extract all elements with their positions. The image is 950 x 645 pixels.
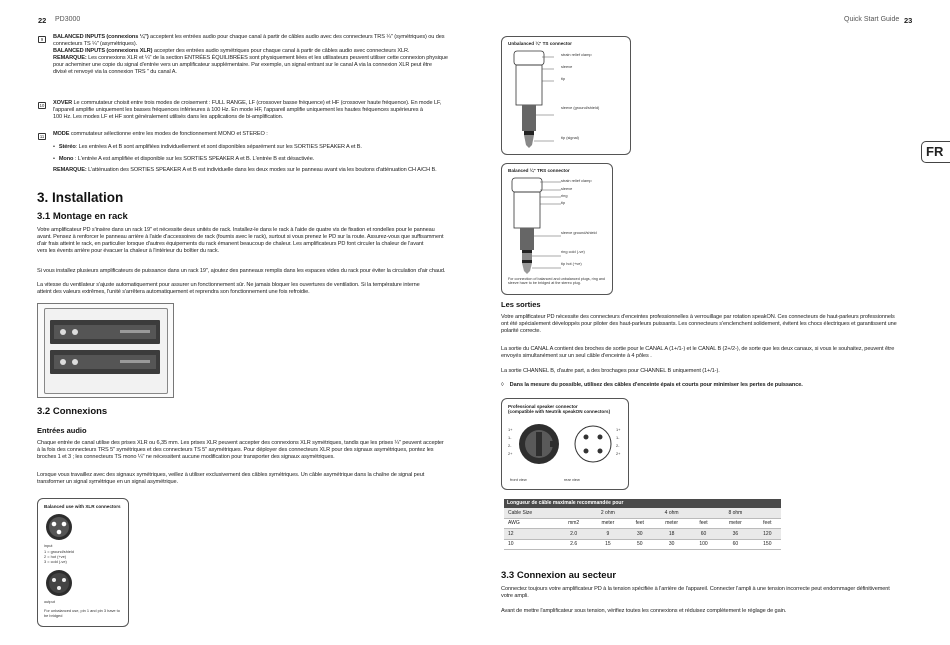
- trs-bridge-note: For connection of balanced and unbalanced plugs, ring and sleeve have to be bridged at the stereo plug.: [508, 277, 605, 286]
- trs-box-title: Balanced ¼" TRS connector: [508, 168, 570, 173]
- table-cell: 30: [626, 529, 653, 540]
- xlr-connector-diagram: [37, 498, 129, 627]
- subsection-title-connections: 3.2 Connexions: [37, 406, 108, 417]
- xlr-pin-2: 2 = hot (+ve): [44, 554, 67, 559]
- table-cell: mm2: [558, 518, 590, 529]
- rack-text-line: atteint des valeurs extrêmes, l'unité s'arrêtera automatiquement et reprendra son fonctionnement une fois refroidie.: [37, 289, 310, 296]
- table-cell: meter: [653, 518, 690, 529]
- speakon-pin-right-1m: 1-: [616, 435, 620, 440]
- table-cell: meter: [590, 518, 627, 529]
- outputs-paragraph-2: [501, 346, 916, 360]
- control-text-line: BALANCED INPUTS (connexions ¼") acceptent les entrées audio pour chaque canal à partir de câbles audio avec des connecteurs TRS ¼" (symétriques) ou des: [53, 34, 445, 40]
- trs-label-strain-relief: strain relief clamp: [561, 178, 592, 183]
- table-cell: feet: [690, 518, 717, 529]
- outputs-text-line: La sortie du CANAL A contient des broches de sortie pour le CANAL A (1+/1-) et le CANAL B (2+/2-), de sorte que les deux canaux, si vous le souhaitez, peuvent être: [501, 346, 895, 352]
- audio-text-line: broches 1 et 3 ; les connecteurs TS mono ¼" ne nécessitent aucune modification pour transporter des signaux asymétriques.: [37, 454, 335, 461]
- table-cell: 2 ohm: [590, 508, 627, 518]
- audio-text-line: à la fois des connecteurs TRS 5" symétriques et des connecteurs TS 5" asymétriques. Pour déployer des connecteurs XLR pour des signaux asymétriques, pontez les: [37, 447, 434, 454]
- table-cell: 2.0: [558, 529, 590, 540]
- left-page-number: 22: [38, 16, 47, 25]
- audio-text-line: transformer un signal symétrique en un signal asymétrique.: [37, 479, 178, 486]
- section-title-installation: 3. Installation: [37, 190, 124, 205]
- table-cell: 36: [717, 529, 754, 540]
- power-paragraph-1: [501, 586, 916, 600]
- table-column-row: [504, 518, 781, 529]
- speakon-pin-right-2p: 2+: [616, 451, 621, 456]
- xlr-input-label: input: [44, 543, 53, 548]
- xlr-output-label: output: [44, 599, 55, 604]
- control-text-line: pour acheminer une copie du signal d'entrée vers un amplificateur supplémentaire. Par exemple, un signal entrant sur le canal A via la connexion XLR peut être: [53, 62, 432, 69]
- control-text-line: connecteurs TS ¼" (asymétriques).: [53, 41, 138, 48]
- ts-plug-icon: [510, 49, 555, 151]
- heading-audio-inputs: Entrées audio: [37, 426, 87, 435]
- table-cell: feet: [754, 518, 781, 529]
- speakon-pin-right-2m: 2-: [616, 443, 620, 448]
- ts-label-tip: tip: [561, 76, 566, 81]
- control-9-text: [53, 34, 453, 77]
- power-paragraph-2: [501, 608, 916, 615]
- xlr-box-title: Balanced use with XLR connectors: [44, 504, 121, 509]
- table-cell: AWG: [504, 518, 558, 529]
- power-text-line: Avant de mettre l'amplificateur sous tension, vérifiez toutes les connexions et réduisez complètement le réglage de gain.: [501, 608, 787, 614]
- trs-label-sleeve: sleeve: [561, 186, 573, 191]
- table-cell: [558, 508, 590, 518]
- table-header-row: [504, 508, 781, 518]
- ts-label-sleeve-ground: sleeve (ground/shield): [561, 105, 600, 110]
- outputs-paragraph-3: [501, 368, 916, 375]
- mode-bullet-stereo: • Stéréo: Les entrées A et B sont amplifiées individuellement et sont disponibles séparément sur les SORTIES SPEAKER A et B.: [53, 144, 362, 150]
- table-cell: [626, 508, 653, 518]
- power-text-line: votre ampli.: [501, 593, 529, 600]
- rack-paragraph-3: [37, 282, 457, 296]
- rack-paragraph-2: [37, 268, 457, 275]
- control-text-line: XOVER Le commutateur choisit entre trois modes de croisement : FULL RANGE, LF (crossover basse fréquence) et HF (crossover haute fréquence). En mode LF,: [53, 100, 442, 106]
- outputs-text-line: polarité correcte.: [501, 328, 541, 335]
- table-cell: 2.6: [558, 539, 590, 550]
- speakon-rear-label: rear view: [564, 477, 580, 482]
- control-text-line: MODE commutateur sélectionne entre les modes de fonctionnement MONO et STEREO :: [53, 131, 268, 137]
- left-model-name: PD3000: [55, 16, 81, 23]
- table-cell: [690, 508, 717, 518]
- outputs-text-line: envoyés simultanément sur un seul câble d'enceinte à 4 pôles .: [501, 353, 652, 360]
- ts-label-tip-signal: tip (signal): [561, 135, 579, 140]
- table-cell: [754, 508, 781, 518]
- table-cell: 60: [717, 539, 754, 550]
- heading-outputs: Les sorties: [501, 300, 541, 309]
- speakon-front-view-icon: [516, 421, 562, 467]
- outputs-paragraph-1: [501, 314, 916, 335]
- right-page-number: 23: [904, 16, 913, 25]
- xlr-output-plug-icon: [44, 568, 74, 603]
- table-cell: 9: [590, 529, 627, 540]
- cable-length-table: [504, 499, 781, 550]
- speakon-title-line1: Professional speaker connector: [508, 404, 578, 409]
- rack-paragraph-1: [37, 227, 457, 255]
- rack-text-line: d'air frais atteint le rack, en particulier lorsque d'autres équipements du rack émanent beaucoup de chaleur. Les amplificateurs PD font circuler la chaleur de l'avant: [37, 241, 424, 248]
- rack-text-line: Votre amplificateur PD s'insère dans un rack 19" et nécessite deux unités de rack. Installez-le dans le rack à l'aide de quatre vis de fixation et rondelles pour le panneau: [37, 227, 435, 233]
- power-text-line: Connectez toujours votre amplificateur PD à la tension spécifiée à l'arrière de l'appareil. Connecter l'ampli à une tension incorrecte peut endommager définitivement: [501, 586, 890, 592]
- xlr-pin-1: 1 = ground/shield: [44, 549, 74, 554]
- table-cell: Cable Size: [504, 508, 558, 518]
- control-badge-10: 10: [39, 103, 45, 108]
- table-cell: 18: [653, 529, 690, 540]
- table-cell: 150: [754, 539, 781, 550]
- outputs-text-line: La sortie CHANNEL B, d'autre part, a des brochages pour CHANNEL B uniquement (1+/1-).: [501, 368, 720, 374]
- ts-connector-diagram: [501, 36, 631, 155]
- speakon-pin-left-1m: 1-: [508, 435, 512, 440]
- control-text-line: 100 Hz. Les modes LF et HF sont généralement utilisés dans les applications de bi-amplification.: [53, 114, 284, 121]
- table-cell: 120: [754, 529, 781, 540]
- control-text-line: REMARQUE: Les connexions XLR et ¼" de la section ENTRÉES ÉQUILIBRÉES sont physiquement liées et les utilisateurs peuvent utiliser cette connexion physique: [53, 55, 448, 62]
- outputs-text-line: Votre amplificateur PD nécessite des connecteurs d'enceintes professionnelles à verrouillage par rotation speakON. Ces connecteurs de haut-parleurs professionnels: [501, 314, 895, 320]
- table-cell: 12: [504, 529, 558, 540]
- speakon-rear-view-icon: [570, 421, 616, 467]
- trs-label-ring-cold: ring cold (-ve): [561, 249, 585, 254]
- speakon-connector-diagram: [501, 398, 629, 490]
- table-cell: 10: [504, 539, 558, 550]
- ts-box-title: Unbalanced ¼" TS connector: [508, 41, 572, 46]
- table-cell: 50: [626, 539, 653, 550]
- speakon-pin-left-2p: 2+: [508, 451, 513, 456]
- control-10-text: [53, 100, 453, 121]
- xlr-input-socket-icon: [44, 512, 74, 547]
- mode-bullet-mono: • Mono : L'entrée A est amplifiée et disponible sur les SORTIES SPEAKER A et B. L'entrée B est désactivée.: [53, 156, 315, 162]
- audio-text-line: Lorsque vous travaillez avec des signaux symétriques, veillez à utiliser exclusivement des câbles symétriques. Un câble asymétrique dans la chaîne de signal peut: [37, 472, 425, 478]
- xlr-pin-3: 3 = cold (-ve): [44, 559, 67, 564]
- xlr-bridge-note: For unbalanced use, pin 1 and pin 3 have to be bridged: [44, 608, 120, 618]
- table-row: [504, 539, 781, 550]
- rack-text-line: La vitesse du ventilateur s'ajuste automatiquement pour assurer un fonctionnement sûr. Ne jamais bloquer les ouvertures de ventilation. Si la température interne: [37, 282, 420, 288]
- rack-text-line: vers les évents arrière pour évacuer la chaleur à l'intérieur du boîtier du rack.: [37, 248, 220, 255]
- language-tab: FR: [921, 141, 950, 163]
- audio-text-line: Chaque entrée de canal utilise des prises XLR ou 6,35 mm. Les prises XLR peuvent accepter des connexions XLR symétriques, tandis que les prises ¼" peuvent accepter: [37, 440, 444, 446]
- outputs-text-line: ont été spécialement développés pour piloter des haut-parleurs puissants. Les connecteurs s'enclenchent solidement, évitent les chocs électriques et garantissent une: [501, 321, 897, 328]
- control-text-line: BALANCED INPUTS (connexions XLR) accepter des entrées audio symétriques pour chaque canal à partir de câbles audio avec connecteurs XLR.: [53, 48, 410, 55]
- speakon-pin-left-1p: 1+: [508, 427, 513, 432]
- table-cell: 100: [690, 539, 717, 550]
- subsection-title-power: 3.3 Connexion au secteur: [501, 570, 617, 581]
- rack-product-image: [37, 303, 174, 398]
- speakon-pin-right-1p: 1+: [616, 427, 621, 432]
- rack-text-line: avant. Pensez à renforcer le panneau arrière à l'aide d'accessoires de rack (fournis avec le rack), surtout si vous prenez le PD sur la route. Assurez-vous que suffisamment: [37, 234, 444, 241]
- table-cell: 8 ohm: [717, 508, 754, 518]
- subsection-title-rack: 3.1 Montage en rack: [37, 211, 128, 222]
- control-text-line: divisé et renvoyé via la connexion TRS " du canal A.: [53, 69, 177, 76]
- speakon-title-line2: (compatible with Neutrik speakON connectors): [508, 409, 611, 414]
- rack-text-line: Si vous installez plusieurs amplificateurs de puissance dans un rack 19", ajoutez des panneaux remplis dans les espaces vides du rack pour éviter la circulation d'air chaud.: [37, 268, 446, 274]
- table-cell: 60: [690, 529, 717, 540]
- table-row: [504, 529, 781, 540]
- outputs-warning: ◊ Dans la mesure du possible, utilisez des câbles d'enceinte épais et courts pour minimiser les pertes de puissance.: [501, 382, 803, 388]
- table-cell: 30: [653, 539, 690, 550]
- table-cell: feet: [626, 518, 653, 529]
- trs-connector-diagram: [501, 163, 613, 295]
- trs-label-tip: tip: [561, 200, 566, 205]
- trs-label-sleeve-ground: sleeve ground/shield: [561, 230, 597, 235]
- cable-table-title: Longueur de câble maximale recommandée pour: [504, 499, 781, 508]
- table-cell: 4 ohm: [653, 508, 690, 518]
- control-text-line: l'appareil amplifie uniquement les basses fréquences inférieures à 100 Hz. En mode HF, l'appareil amplifie uniquement les hautes fréquences supérieures à: [53, 107, 423, 114]
- control-11-text: [53, 131, 453, 138]
- mode-note: REMARQUE: L'atténuation des SORTIES SPEAKER A et B est individuelle dans les deux modes sur le panneau avant via les boutons d'atténuation CH A/CH B.: [53, 167, 437, 173]
- warning-icon: ◊: [501, 382, 504, 388]
- ts-label-strain-relief: strain relief clamp: [561, 52, 592, 57]
- table-cell: 15: [590, 539, 627, 550]
- ts-label-sleeve: sleeve: [561, 64, 573, 69]
- right-guide-title: Quick Start Guide: [844, 16, 900, 23]
- trs-label-tip-hot: tip hot (+ve): [561, 261, 582, 266]
- trs-label-ring: ring: [561, 193, 568, 198]
- control-badge-11: 11: [39, 134, 45, 139]
- table-cell: meter: [717, 518, 754, 529]
- audio-paragraph-1: [37, 440, 457, 461]
- audio-paragraph-2: [37, 472, 457, 486]
- speakon-front-label: front view: [510, 477, 527, 482]
- speakon-pin-left-2m: 2-: [508, 443, 512, 448]
- control-badge-9: 9: [38, 36, 46, 43]
